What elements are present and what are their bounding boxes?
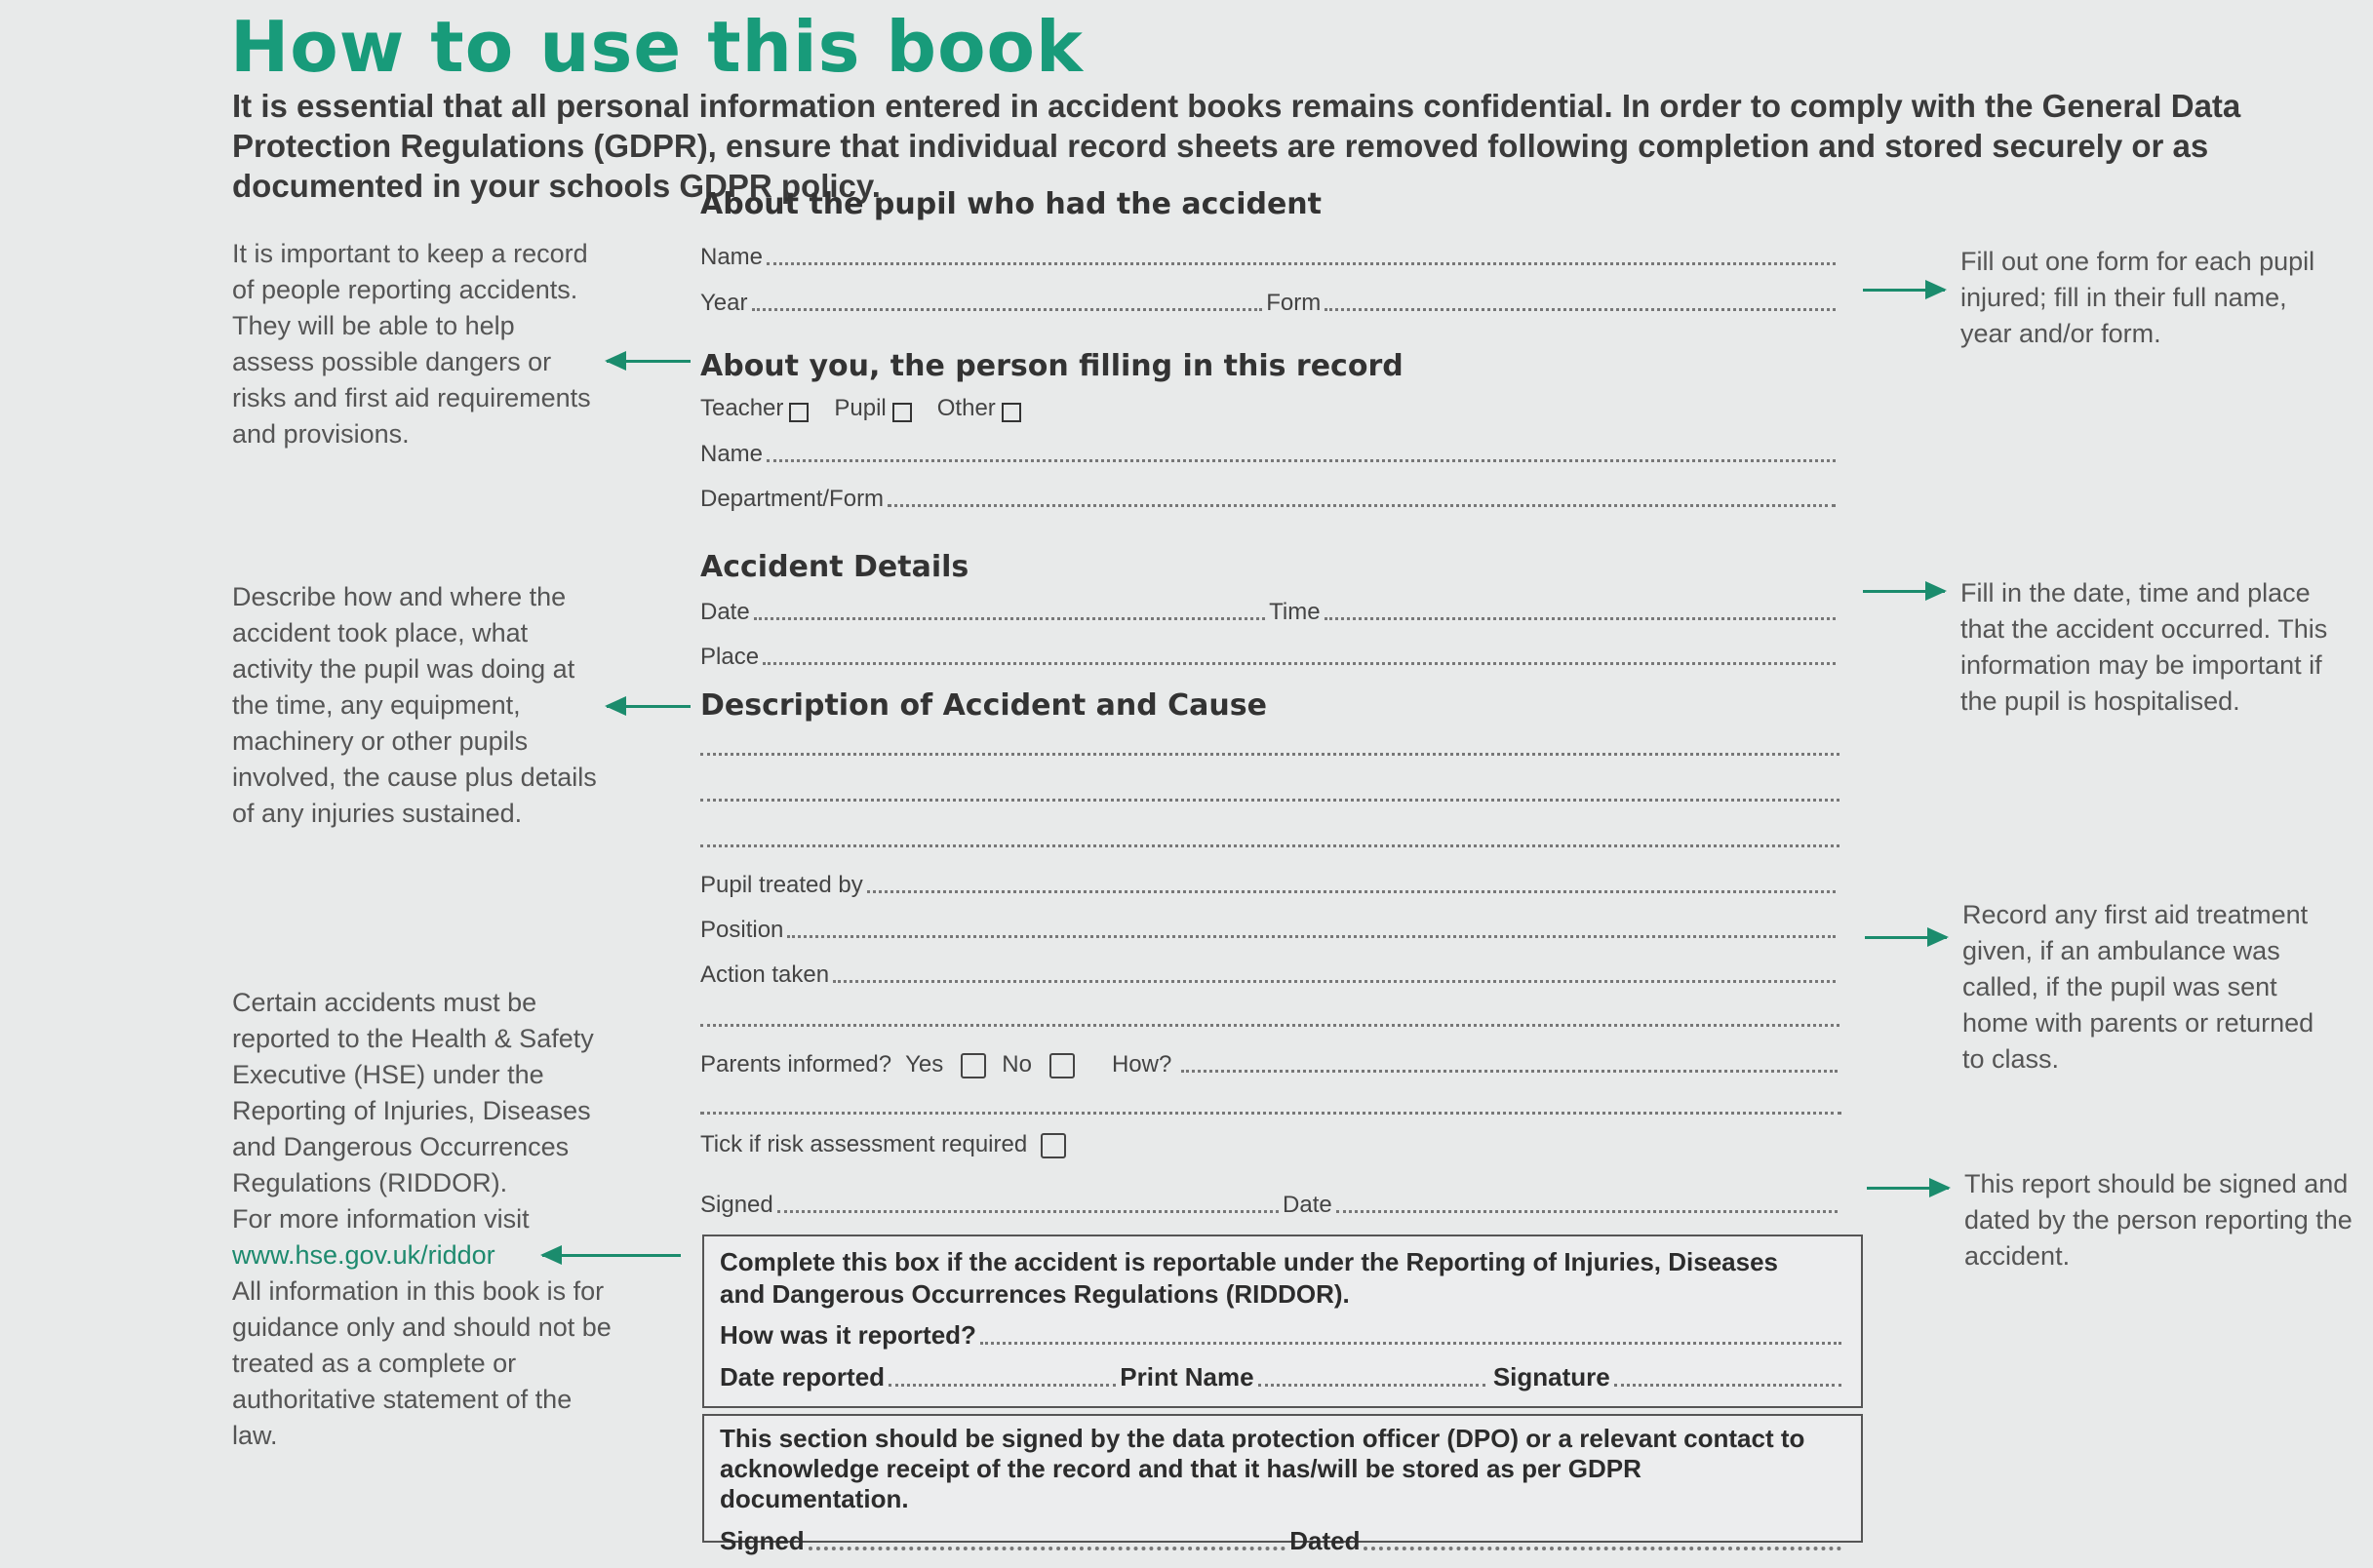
department-field[interactable] xyxy=(700,486,1839,513)
parents-informed-row xyxy=(700,1051,1841,1078)
signed-date-field[interactable] xyxy=(700,1192,1841,1219)
pupil-name-field[interactable] xyxy=(700,244,1839,271)
parents-no-checkbox[interactable] xyxy=(1049,1053,1075,1078)
riddor-intro-text: Certain accidents must be reported to the Health & Safety Executive (HSE) under the Reporting of Injuries, Diseases and Dangerous Occurrences Regulations (RIDDOR). xyxy=(232,988,594,1197)
role-pupil-checkbox[interactable] xyxy=(892,403,912,422)
field-label: Date reported xyxy=(720,1362,886,1392)
field-label: Year xyxy=(700,290,748,316)
reporter-name-field[interactable] xyxy=(700,441,1839,468)
risk-row xyxy=(700,1131,1074,1158)
arrow-left-icon xyxy=(607,360,691,363)
field-label: Date xyxy=(700,599,750,625)
reporter-role xyxy=(700,395,1025,422)
description-line[interactable] xyxy=(700,799,1839,802)
no-label: No xyxy=(1002,1051,1032,1078)
description-line[interactable] xyxy=(700,844,1839,847)
risk-checkbox[interactable] xyxy=(1041,1133,1066,1158)
field-label: Date xyxy=(1283,1192,1332,1218)
riddor-link[interactable]: www.hse.gov.uk/riddor xyxy=(232,1240,495,1270)
riddor-sign-row[interactable] xyxy=(720,1362,1845,1392)
description-heading: Description of Accident and Cause xyxy=(700,688,1267,723)
role-pupil-label: Pupil xyxy=(834,395,887,421)
action-field[interactable] xyxy=(700,961,1839,989)
dpo-box-text: This section should be signed by the data protection officer (DPO) or a relevant contact to acknowledge receipt of the record and that it has/will be stored as per GDPR documentation. xyxy=(720,1424,1805,1513)
description-line[interactable] xyxy=(700,753,1839,756)
action-line[interactable] xyxy=(700,1024,1839,1027)
field-label: Department/Form xyxy=(700,486,885,512)
how-label: How? xyxy=(1111,1051,1172,1078)
field-label: Signature xyxy=(1492,1362,1610,1392)
role-teacher-label: Teacher xyxy=(700,395,784,421)
field-label: Signed xyxy=(720,1526,805,1555)
position-field[interactable] xyxy=(700,917,1839,944)
field-label: Time xyxy=(1269,599,1321,625)
how-line[interactable] xyxy=(700,1112,1841,1115)
field-label: Signed xyxy=(700,1192,773,1218)
disclaimer-text: All information in this book is for guidance only and should not be treated as a complete or authoritative statement of the law. xyxy=(232,1276,612,1450)
field-label: Dated xyxy=(1289,1526,1361,1555)
field-label: Name xyxy=(700,244,764,270)
note-reporter: It is important to keep a record of people reporting accidents. They will be able to help assess possible dangers or risks and first aid requirements and provisions. xyxy=(232,239,591,449)
field-label: How was it reported? xyxy=(720,1320,976,1350)
arrow-right-icon xyxy=(1863,289,1945,292)
parents-label: Parents informed? xyxy=(700,1051,892,1078)
field-label: Position xyxy=(700,917,784,943)
page-title: How to use this book xyxy=(230,6,1084,88)
field-label: Place xyxy=(700,644,760,670)
arrow-left-icon xyxy=(607,705,691,708)
note-datetime: Fill in the date, time and place that the accident occurred. This information may be important if the pupil is hospitalised. xyxy=(1960,578,2328,716)
pupil-heading: About the pupil who had the accident xyxy=(700,187,1323,221)
accident-heading: Accident Details xyxy=(700,550,969,584)
arrow-left-icon xyxy=(542,1254,681,1257)
pupil-year-form-field[interactable] xyxy=(700,290,1839,317)
role-teacher-checkbox[interactable] xyxy=(789,403,809,422)
note-treatment: Record any first aid treatment given, if an ambulance was called, if the pupil was sent home with parents or returned to class. xyxy=(1962,900,2314,1074)
field-label: Print Name xyxy=(1120,1362,1254,1392)
note-signed: This report should be signed and dated by the person reporting the accident. xyxy=(1964,1169,2353,1271)
how-input[interactable] xyxy=(1181,1070,1838,1073)
arrow-right-icon xyxy=(1867,1187,1949,1190)
field-label: Name xyxy=(700,441,764,467)
risk-label: Tick if risk assessment required xyxy=(700,1131,1028,1157)
field-label: Action taken xyxy=(700,961,830,988)
arrow-right-icon xyxy=(1863,590,1945,593)
note-pupil: Fill out one form for each pupil injured; fill in their full name, year and/or form. xyxy=(1960,247,2315,348)
dpo-sign-row[interactable] xyxy=(720,1526,1845,1556)
field-label: Pupil treated by xyxy=(700,872,863,898)
riddor-box xyxy=(702,1235,1863,1408)
role-other-checkbox[interactable] xyxy=(1002,403,1021,422)
riddor-more-text: For more information visit xyxy=(232,1204,530,1234)
gdpr-intro: It is essential that all personal information entered in accident books remains confidential. In order to comply with the General Data Protection Regulations (GDPR), ensure that individual record sheets are removed following completion and stored securely or as documented in your schools GDPR policy. xyxy=(232,88,2241,204)
field-label: Form xyxy=(1266,290,1322,316)
date-time-field[interactable] xyxy=(700,599,1839,626)
place-field[interactable] xyxy=(700,644,1839,671)
note-description: Describe how and where the accident took place, what activity the pupil was doing at the time, any equipment, machinery or other pupils involved, the cause plus details of any injuries sustained. xyxy=(232,582,597,828)
note-riddor xyxy=(232,985,622,1454)
yes-label: Yes xyxy=(905,1051,944,1078)
reporter-heading: About you, the person filling in this record xyxy=(700,349,1404,383)
how-reported-field[interactable] xyxy=(720,1320,1845,1351)
arrow-right-icon xyxy=(1865,936,1947,939)
role-other-label: Other xyxy=(936,395,996,421)
parents-yes-checkbox[interactable] xyxy=(961,1053,986,1078)
dpo-box xyxy=(702,1414,1863,1555)
treated-by-field[interactable] xyxy=(700,872,1839,899)
riddor-box-text: Complete this box if the accident is reportable under the Reporting of Injuries, Diseases and Dangerous Occurrences Regulations (RIDDOR). xyxy=(720,1247,1778,1309)
